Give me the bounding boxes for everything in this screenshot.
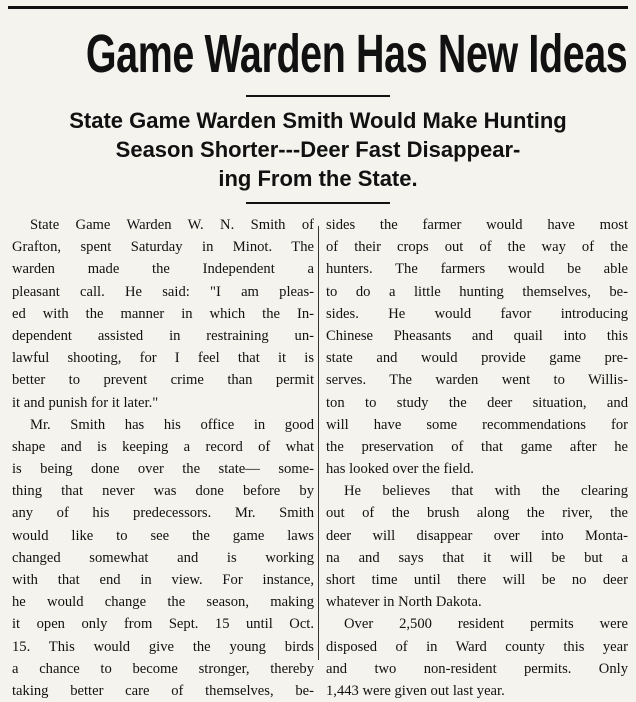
body-line: deer will disappear over into Monta- (326, 527, 628, 544)
body-line: Grafton, spent Saturday in Minot. The (12, 239, 314, 256)
body-line: it and punish for it later." (12, 394, 159, 411)
column-divider (318, 226, 319, 660)
body-line: changed somewhat and is working (12, 549, 314, 566)
body-line: short time until there will be no deer (326, 572, 628, 588)
headline-divider (246, 95, 390, 97)
body-line: would like to see the game laws (12, 527, 314, 544)
body-line: sides the farmer would have most (326, 217, 628, 233)
body-line: State Game Warden W. N. Smith of (30, 217, 314, 233)
body-line: better to prevent crime than permit (12, 372, 314, 389)
body-line: will have some recommendations for (326, 416, 628, 433)
body-line: state and would provide game pre- (326, 350, 628, 367)
body-line: a chance to become stronger, thereby (12, 660, 314, 677)
body-line: dependent assisted in restraining un- (12, 327, 314, 344)
body-line: ed with the manner in which the In- (12, 305, 314, 322)
body-line: Chinese Pheasants and quail into this (326, 327, 628, 344)
right-column (326, 214, 628, 702)
subheadline-line: ing From the State. (218, 166, 418, 191)
body-line: na and says that it will be but a (326, 549, 628, 566)
subheadline (0, 106, 636, 193)
subheadline-line: State Game Warden Smith Would Make Hunting (69, 108, 567, 133)
body-line: warden made the Independent a (12, 261, 314, 278)
body-line: taking better care of themselves, be- (12, 682, 314, 699)
body-line: 1,443 were given out last year. (326, 682, 505, 699)
body-line: is being done over the state— some- (12, 461, 314, 478)
body-line: out of the brush along the river, the (326, 505, 628, 522)
body-line: has looked over the field. (326, 461, 474, 478)
body-line: to do a little hunting themselves, be- (326, 283, 628, 300)
body-line: hunters. The farmers would be able (326, 261, 628, 278)
body-line: he would change the season, making (12, 594, 314, 611)
body-line: whatever in North Dakota. (326, 594, 482, 611)
subheadline-line: Season Shorter---Deer Fast Disappear- (115, 137, 521, 162)
body-line: and two non-resident permits. Only (326, 660, 628, 677)
body-line: with that end in view. For instance, (12, 572, 314, 588)
headline: Game Warden Has New Ideas (85, 24, 628, 84)
body-line: thing that never was done before by (12, 483, 314, 500)
body-line: 15. This would give the young birds (12, 638, 314, 655)
body-line: sides. He would favor introducing (326, 305, 628, 322)
body-line: of their crops out of the way of the (326, 239, 628, 256)
body-line: ton to study the deer situation, and (326, 394, 628, 411)
left-column (12, 214, 314, 702)
body-line: any of his predecessors. Mr. Smith (12, 505, 314, 522)
deck-divider (246, 202, 390, 204)
body-line: Mr. Smith has his office in good (30, 416, 314, 433)
top-rule (8, 6, 628, 9)
body-line: lawful shooting, for I feel that it is (12, 350, 314, 367)
body-line: disposed of in Ward county this year (326, 638, 628, 655)
body-line: He believes that with the clearing (344, 483, 628, 500)
body-line: shape and is keeping a record of what (12, 438, 314, 455)
body-line: Over 2,500 resident permits were (344, 616, 628, 633)
body-line: serves. The warden went to Willis- (326, 372, 628, 389)
body-line: pleasant call. He said: "I am pleas- (12, 283, 314, 300)
body-line: it open only from Sept. 15 until Oct. (12, 616, 314, 633)
body-line: the preservation of that game after he (326, 438, 628, 455)
